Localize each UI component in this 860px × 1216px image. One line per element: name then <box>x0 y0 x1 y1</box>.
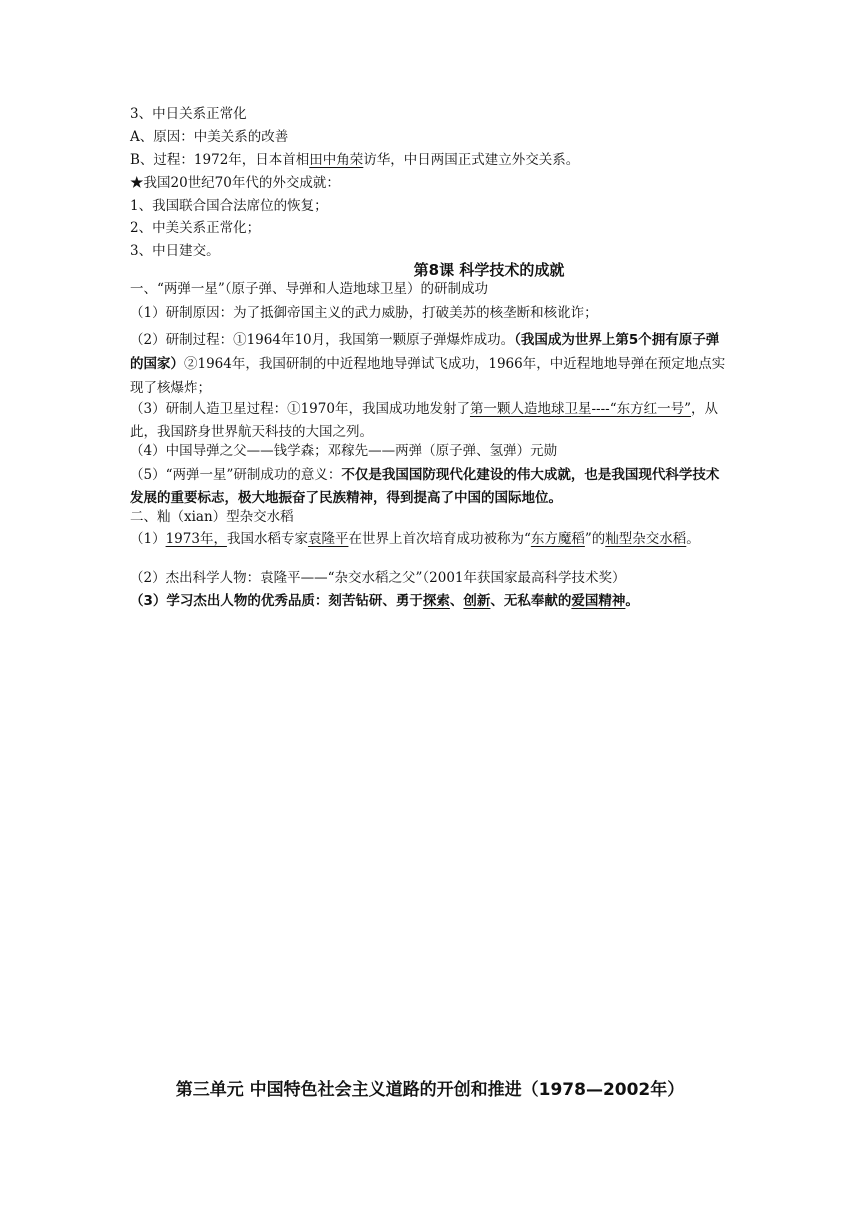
text: ”的 <box>584 531 606 547</box>
underlined-text: 探索 <box>422 593 450 609</box>
rice-paragraph-1 <box>130 527 730 551</box>
text: （1） <box>130 531 166 547</box>
bold-text: （我国成为世界上第5个拥有原子弹的国家） <box>130 332 720 372</box>
underlined-text: 袁隆平 <box>307 531 349 547</box>
lesson-title <box>0 259 860 280</box>
text: 在世界上首次培育成功被称为“ <box>348 531 531 547</box>
list-item: 2、中美关系正常化； <box>130 220 261 236</box>
text: （5）“两弹一星”研制成功的意义： <box>130 467 342 483</box>
rice-paragraph-2: （2）杰出科学人物：袁隆平——“杂交水稻之父”（2001年获国家最高科学技术奖） <box>130 570 626 586</box>
underlined-name: 田中角荣 <box>309 152 364 168</box>
text: ②1964年，我国研制的中近程地地导弹试飞成功，1966年，中近程地地导弹在预定地点实现了核爆炸； <box>130 356 726 396</box>
paragraph-4: （4）中国导弹之父——钱学森；邓稼先——两弹（原子弹、氢弹）元勋 <box>130 443 558 459</box>
text: 、无私奉献的 <box>490 593 572 609</box>
underlined-text: 爱国精神 <box>571 593 626 609</box>
text: B、过程：1972年，日本首相 <box>130 152 310 168</box>
lesson-title-text: 第8课 科学技术的成就 <box>413 261 565 279</box>
paragraph-3 <box>130 398 730 444</box>
underlined-text: 创新 <box>463 593 491 609</box>
underlined-text: 1973年， <box>165 531 227 547</box>
text: ，从此，我国跻身世界航天科技的大国之列。 <box>130 401 719 440</box>
underlined-text: 籼型杂交水稻 <box>605 531 687 547</box>
section-heading: 3、中日关系正常化 <box>130 106 247 122</box>
underlined-text: 东方魔稻 <box>530 531 585 547</box>
unit-title: 第三单元 中国特色社会主义道路的开创和推进（1978—2002年） <box>175 1080 685 1100</box>
list-item: 3、中日建交。 <box>130 243 220 259</box>
paragraph-2 <box>130 328 730 400</box>
bold-text: 不仅是我国国防现代化建设的伟大成就，也是我国现代科学技术发展的重要标志，极大地振奋了民族精神，得到提高了中国的国际地位。 <box>130 467 720 506</box>
rice-paragraph-3 <box>130 592 639 610</box>
paragraph-1: （1）研制原因：为了抵御帝国主义的武力威胁，打破美苏的核垄断和核讹诈； <box>130 305 598 321</box>
subheading-1: 一、“两弹一星”（原子弹、导弹和人造地球卫星）的研制成功 <box>130 281 489 297</box>
text: （3）学习杰出人物的优秀品质：刻苦钻研、勇于 <box>130 593 423 609</box>
underlined-text: 第一颗人造地球卫星----“东方红一号” <box>469 401 692 417</box>
text: （3）研制人造卫星过程：①1970年，我国成功地发射了 <box>130 401 470 417</box>
text: 访华，中日两国正式建立外交关系。 <box>363 152 580 168</box>
reason-line: A、原因：中美关系的改善 <box>130 129 289 145</box>
text: 。 <box>625 593 639 609</box>
list-item: 1、我国联合国合法席位的恢复； <box>130 198 328 214</box>
subheading-2: 二、籼（xian）型杂交水稻 <box>130 509 294 525</box>
text: 我国水稻专家 <box>226 531 308 547</box>
achievement-heading: ★我国20世纪70年代的外交成就： <box>130 175 340 191</box>
paragraph-5 <box>130 464 730 510</box>
text: 、 <box>449 593 464 609</box>
text: （2）研制过程：①1964年10月，我国第一颗原子弹爆炸成功。 <box>130 332 515 348</box>
text: 。 <box>686 531 700 547</box>
process-line <box>130 151 579 169</box>
